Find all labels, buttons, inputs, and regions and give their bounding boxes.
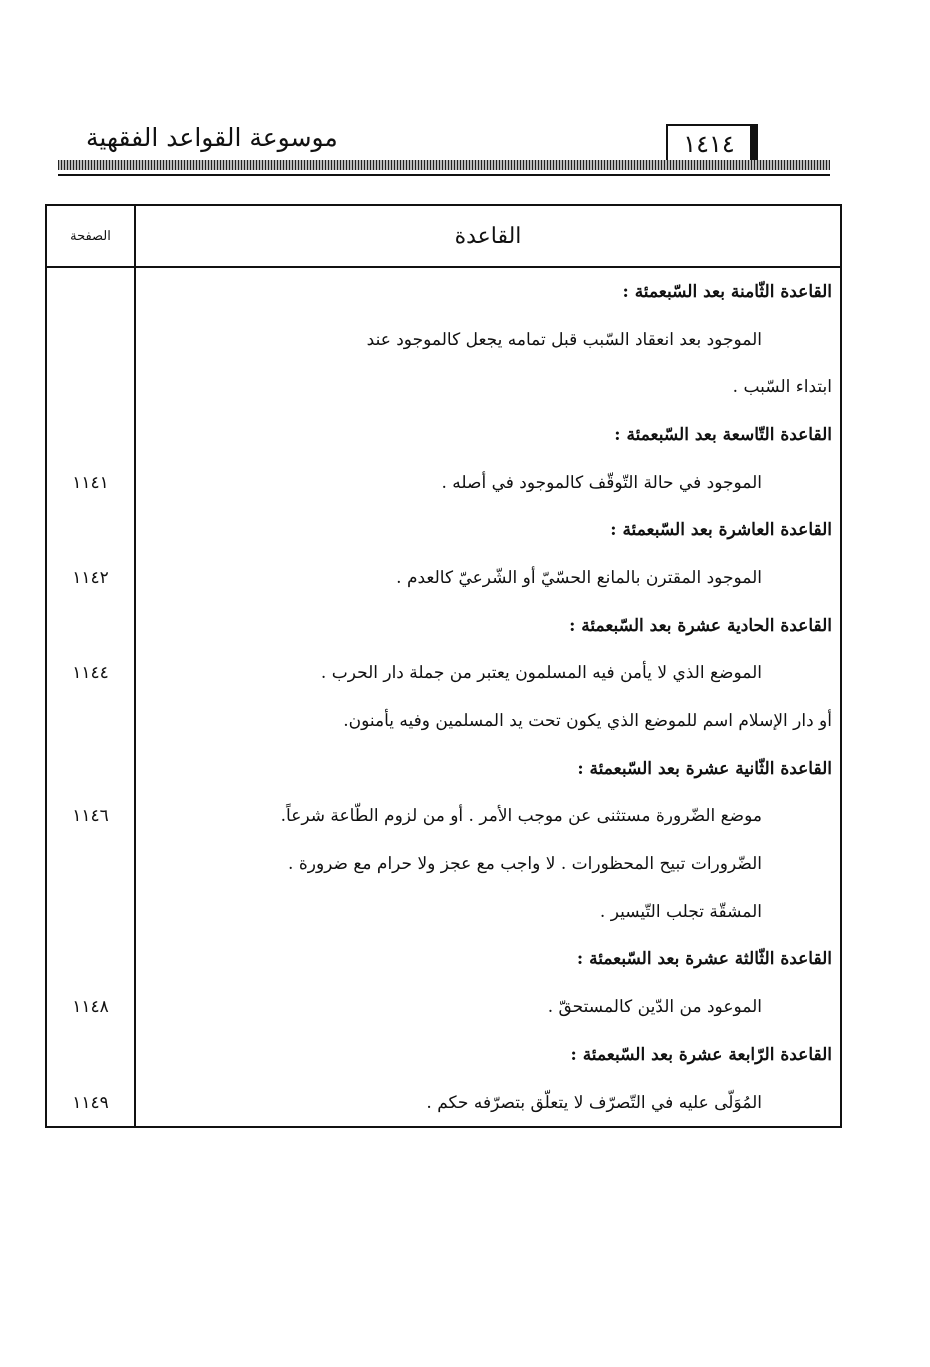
page-reference bbox=[46, 840, 135, 888]
page-reference bbox=[46, 316, 135, 364]
table-row bbox=[46, 888, 841, 936]
page-reference bbox=[46, 267, 135, 316]
index-table bbox=[45, 204, 842, 1128]
page-reference: ١١٤١ bbox=[46, 459, 135, 507]
rule-heading: القاعدة الثّالثة عشرة بعد السّبعمئة : bbox=[135, 936, 841, 984]
rule-text: الموجود بعد انعقاد السّبب قبل تمامه يجعل كالموجود عند bbox=[135, 316, 841, 364]
page-reference: ١١٤٨ bbox=[46, 983, 135, 1031]
page-reference: ١١٤٤ bbox=[46, 650, 135, 698]
table-header-row bbox=[46, 205, 841, 267]
table-row bbox=[46, 411, 841, 459]
table-row bbox=[46, 602, 841, 650]
header-rule-line bbox=[58, 174, 830, 176]
book-title-text: موسوعة القواعد الفقهية bbox=[86, 123, 338, 152]
table-row bbox=[46, 650, 841, 698]
table-row bbox=[46, 983, 841, 1031]
page-reference bbox=[46, 602, 135, 650]
rule-text: ابتداء السّبب . bbox=[135, 363, 841, 411]
page-reference: ١١٤٦ bbox=[46, 793, 135, 841]
rule-text: الضّرورات تبيح المحظورات . لا واجب مع عجز ولا حرام مع ضرورة . bbox=[135, 840, 841, 888]
page-reference bbox=[46, 936, 135, 984]
table-row bbox=[46, 506, 841, 554]
table-row bbox=[46, 840, 841, 888]
page-reference bbox=[46, 697, 135, 745]
rule-text: المُوَلّى عليه في التّصرّف لا يتعلّق بتصرّفه حكم . bbox=[135, 1079, 841, 1128]
table-row bbox=[46, 459, 841, 507]
page-reference bbox=[46, 888, 135, 936]
page-header bbox=[58, 118, 830, 180]
table-row bbox=[46, 936, 841, 984]
rule-text: الموجود في حالة التّوقّف كالموجود في أصله . bbox=[135, 459, 841, 507]
rule-heading: القاعدة الحادية عشرة بعد السّبعمئة : bbox=[135, 602, 841, 650]
page-reference: ١١٤٩ bbox=[46, 1079, 135, 1128]
rule-text: الموجود المقترن بالمانع الحسّيّ أو الشّرعيّ كالعدم . bbox=[135, 554, 841, 602]
table-row bbox=[46, 1079, 841, 1128]
table-row bbox=[46, 363, 841, 411]
rule-text: الموعود من الدّين كالمستحقّ . bbox=[135, 983, 841, 1031]
rule-heading: القاعدة الثّانية عشرة بعد السّبعمئة : bbox=[135, 745, 841, 793]
table-row bbox=[46, 316, 841, 364]
column-header-rule: القاعدة bbox=[135, 205, 841, 267]
page-reference bbox=[46, 363, 135, 411]
column-header-page: الصفحة bbox=[46, 205, 135, 267]
table-row bbox=[46, 1031, 841, 1079]
rule-text: موضع الضّرورة مستثنى عن موجب الأمر . أو من لزوم الطّاعة شرعاً. bbox=[135, 793, 841, 841]
book-title bbox=[58, 118, 578, 158]
rule-text: الموضع الذي لا يأمن فيه المسلمون يعتبر من جملة دار الحرب . bbox=[135, 650, 841, 698]
table-row bbox=[46, 554, 841, 602]
page-reference bbox=[46, 411, 135, 459]
table-row bbox=[46, 745, 841, 793]
page-number: ١٤١٤ bbox=[666, 124, 758, 164]
header-rule-band bbox=[58, 160, 830, 170]
table-row bbox=[46, 793, 841, 841]
page-reference bbox=[46, 506, 135, 554]
page-reference bbox=[46, 745, 135, 793]
rule-heading: القاعدة التّاسعة بعد السّبعمئة : bbox=[135, 411, 841, 459]
rule-heading: القاعدة العاشرة بعد السّبعمئة : bbox=[135, 506, 841, 554]
rule-text: أو دار الإسلام اسم للموضع الذي يكون تحت يد المسلمين وفيه يأمنون. bbox=[135, 697, 841, 745]
table-row bbox=[46, 267, 841, 316]
rule-heading: القاعدة الثّامنة بعد السّبعمئة : bbox=[135, 267, 841, 316]
page-reference bbox=[46, 1031, 135, 1079]
rule-heading: القاعدة الرّابعة عشرة بعد السّبعمئة : bbox=[135, 1031, 841, 1079]
rule-text: المشقّة تجلب التّيسير . bbox=[135, 888, 841, 936]
page-reference: ١١٤٢ bbox=[46, 554, 135, 602]
table-row bbox=[46, 697, 841, 745]
